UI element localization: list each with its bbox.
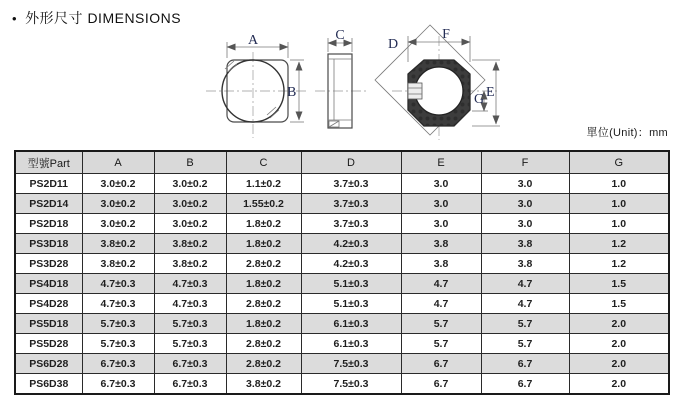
dimension-cell: 6.7±0.3 xyxy=(82,374,154,395)
dimension-cell: 3.8 xyxy=(401,234,481,254)
dimension-cell: 3.0±0.2 xyxy=(82,174,154,194)
dimension-cell: 2.0 xyxy=(569,374,669,395)
header-part: 型號Part xyxy=(15,151,82,174)
dimension-cell: 5.7±0.3 xyxy=(154,314,226,334)
dimension-cell: 2.8±0.2 xyxy=(226,294,301,314)
table-row xyxy=(15,254,669,274)
dimension-cell: 3.0±0.2 xyxy=(154,214,226,234)
dimension-cell: 4.2±0.3 xyxy=(301,254,401,274)
dimension-cell: 2.0 xyxy=(569,314,669,334)
part-number-cell: PS2D18 xyxy=(15,214,82,234)
dimension-cell: 4.7±0.3 xyxy=(82,274,154,294)
table-row xyxy=(15,174,669,194)
dimension-cell: 7.5±0.3 xyxy=(301,374,401,395)
dimension-cell: 6.7±0.3 xyxy=(154,354,226,374)
dimension-cell: 3.8±0.2 xyxy=(82,234,154,254)
part-number-cell: PS3D18 xyxy=(15,234,82,254)
header-d: D xyxy=(301,151,401,174)
table-row xyxy=(15,274,669,294)
part-number-cell: PS5D28 xyxy=(15,334,82,354)
dimension-cell: 6.7 xyxy=(401,374,481,395)
header-g: G xyxy=(569,151,669,174)
dimension-cell: 3.0 xyxy=(401,174,481,194)
table-row xyxy=(15,294,669,314)
dimension-cell: 3.0 xyxy=(481,174,569,194)
dimension-cell: 2.0 xyxy=(569,354,669,374)
dimension-cell: 2.8±0.2 xyxy=(226,254,301,274)
dimension-cell: 3.0 xyxy=(401,214,481,234)
dim-label-a: A xyxy=(247,33,259,48)
dimension-cell: 6.7±0.3 xyxy=(82,354,154,374)
part-number-cell: PS3D28 xyxy=(15,254,82,274)
dimension-cell: 5.7±0.3 xyxy=(82,334,154,354)
part-number-cell: PS6D38 xyxy=(15,374,82,395)
part-number-cell: PS5D18 xyxy=(15,314,82,334)
table-row xyxy=(15,354,669,374)
dimension-cell: 3.0±0.2 xyxy=(154,194,226,214)
dimension-cell: 3.8 xyxy=(481,234,569,254)
dimension-cell: 2.8±0.2 xyxy=(226,354,301,374)
dimension-cell: 4.7±0.3 xyxy=(154,274,226,294)
header-b: B xyxy=(154,151,226,174)
dimension-cell: 4.7 xyxy=(401,274,481,294)
dimension-cell: 2.0 xyxy=(569,334,669,354)
dimension-cell: 5.7±0.3 xyxy=(154,334,226,354)
dimension-cell: 1.8±0.2 xyxy=(226,314,301,334)
dimension-cell: 6.7±0.3 xyxy=(154,374,226,395)
dimension-cell: 1.8±0.2 xyxy=(226,234,301,254)
dimension-cell: 3.7±0.3 xyxy=(301,214,401,234)
front-view-drawing xyxy=(206,33,306,138)
table-row xyxy=(15,194,669,214)
dimension-cell: 1.0 xyxy=(569,174,669,194)
dimensions-table xyxy=(14,150,670,395)
dimension-cell: 4.7 xyxy=(481,274,569,294)
dimension-cell: 4.7 xyxy=(401,294,481,314)
dimension-cell: 5.7 xyxy=(481,314,569,334)
dimension-cell: 3.0 xyxy=(481,214,569,234)
dimension-cell: 3.8±0.2 xyxy=(154,254,226,274)
dimension-cell: 4.7±0.3 xyxy=(82,294,154,314)
unit-note: 單位(Unit)：mm xyxy=(586,127,668,139)
dimension-cell: 4.7 xyxy=(481,294,569,314)
table-header-row xyxy=(15,151,669,174)
dim-label-c: C xyxy=(335,28,345,43)
dimension-cell: 3.0 xyxy=(401,194,481,214)
part-number-cell: PS2D11 xyxy=(15,174,82,194)
dimension-cell: 3.8±0.2 xyxy=(82,254,154,274)
dim-label-f: F xyxy=(442,27,450,42)
header-e: E xyxy=(401,151,481,174)
dimension-cell: 4.7±0.3 xyxy=(154,294,226,314)
dimension-drawings xyxy=(200,24,520,144)
dimension-cell: 5.1±0.3 xyxy=(301,294,401,314)
dimension-cell: 1.5 xyxy=(569,294,669,314)
header-a: A xyxy=(82,151,154,174)
dimension-cell: 1.2 xyxy=(569,234,669,254)
table-body xyxy=(15,174,669,395)
dim-label-g: G xyxy=(474,92,485,107)
dimension-cell: 3.0±0.2 xyxy=(82,194,154,214)
dimension-cell: 1.0 xyxy=(569,214,669,234)
dimension-cell: 3.0 xyxy=(481,194,569,214)
dimension-cell: 6.1±0.3 xyxy=(301,334,401,354)
dimension-cell: 5.7 xyxy=(401,334,481,354)
dimension-cell: 6.7 xyxy=(481,354,569,374)
table-row xyxy=(15,334,669,354)
dimension-cell: 6.1±0.3 xyxy=(301,314,401,334)
dimension-cell: 3.8 xyxy=(481,254,569,274)
dimension-cell: 1.1±0.2 xyxy=(226,174,301,194)
dim-label-b: B xyxy=(287,85,297,100)
part-number-cell: PS2D14 xyxy=(15,194,82,214)
dimension-cell: 3.7±0.3 xyxy=(301,174,401,194)
part-number-cell: PS6D28 xyxy=(15,354,82,374)
table-row xyxy=(15,214,669,234)
part-number-cell: PS4D28 xyxy=(15,294,82,314)
bottom-view-drawing xyxy=(375,25,500,140)
dimension-cell: 6.7 xyxy=(401,354,481,374)
side-view-drawing xyxy=(315,28,366,128)
dim-label-e: E xyxy=(486,85,495,100)
dimension-cell: 1.55±0.2 xyxy=(226,194,301,214)
table-row xyxy=(15,374,669,395)
dimension-cell: 3.0±0.2 xyxy=(82,214,154,234)
dimension-cell: 7.5±0.3 xyxy=(301,354,401,374)
dimension-cell: 6.7 xyxy=(481,374,569,395)
dimension-cell: 4.2±0.3 xyxy=(301,234,401,254)
bullet-icon: • xyxy=(12,11,18,26)
table-row xyxy=(15,234,669,254)
dimension-cell: 5.7 xyxy=(481,334,569,354)
header-c: C xyxy=(226,151,301,174)
table-row xyxy=(15,314,669,334)
header-f: F xyxy=(481,151,569,174)
dimension-cell: 5.7 xyxy=(401,314,481,334)
dimension-cell: 1.8±0.2 xyxy=(226,274,301,294)
dimension-cell: 1.5 xyxy=(569,274,669,294)
part-number-cell: PS4D18 xyxy=(15,274,82,294)
dimension-cell: 2.8±0.2 xyxy=(226,334,301,354)
dimension-cell: 1.0 xyxy=(569,194,669,214)
dimension-cell: 5.1±0.3 xyxy=(301,274,401,294)
page-title: 外形尺寸 DIMENSIONS xyxy=(25,10,182,26)
dimension-cell: 1.2 xyxy=(569,254,669,274)
dimension-cell: 1.8±0.2 xyxy=(226,214,301,234)
dimension-cell: 3.8±0.2 xyxy=(226,374,301,395)
dimension-cell: 3.8±0.2 xyxy=(154,234,226,254)
dimension-cell: 3.0±0.2 xyxy=(154,174,226,194)
dimension-cell: 3.7±0.3 xyxy=(301,194,401,214)
dim-label-d: D xyxy=(387,37,399,52)
section-title xyxy=(12,8,181,28)
dimension-cell: 3.8 xyxy=(401,254,481,274)
dimension-cell: 5.7±0.3 xyxy=(82,314,154,334)
